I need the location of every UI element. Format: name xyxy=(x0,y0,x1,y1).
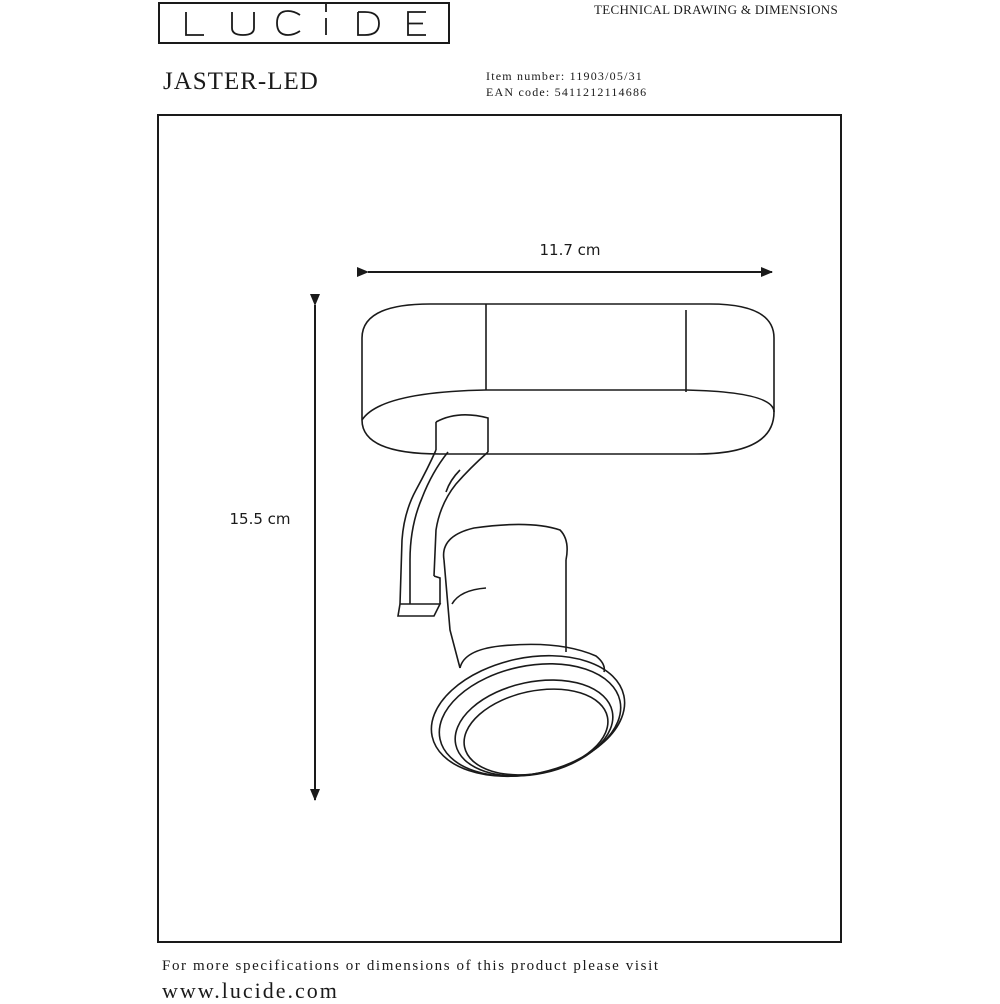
ean-code: EAN code: 5411212114686 xyxy=(486,85,648,99)
product-name: JASTER-LED xyxy=(163,68,319,95)
document-type: TECHNICAL DRAWING & DIMENSIONS xyxy=(594,2,838,17)
item-number: Item number: 11903/05/31 xyxy=(486,69,644,83)
footer-url-link[interactable]: www.lucide.com xyxy=(162,978,339,1003)
width-label: 11.7 cm xyxy=(539,241,601,259)
lamp-outline xyxy=(362,304,774,793)
footer-text: For more specifications or dimensions of this product please visit xyxy=(162,958,660,974)
height-label: 15.5 cm xyxy=(229,510,291,528)
width-dimension xyxy=(368,241,772,272)
height-dimension xyxy=(229,305,315,800)
